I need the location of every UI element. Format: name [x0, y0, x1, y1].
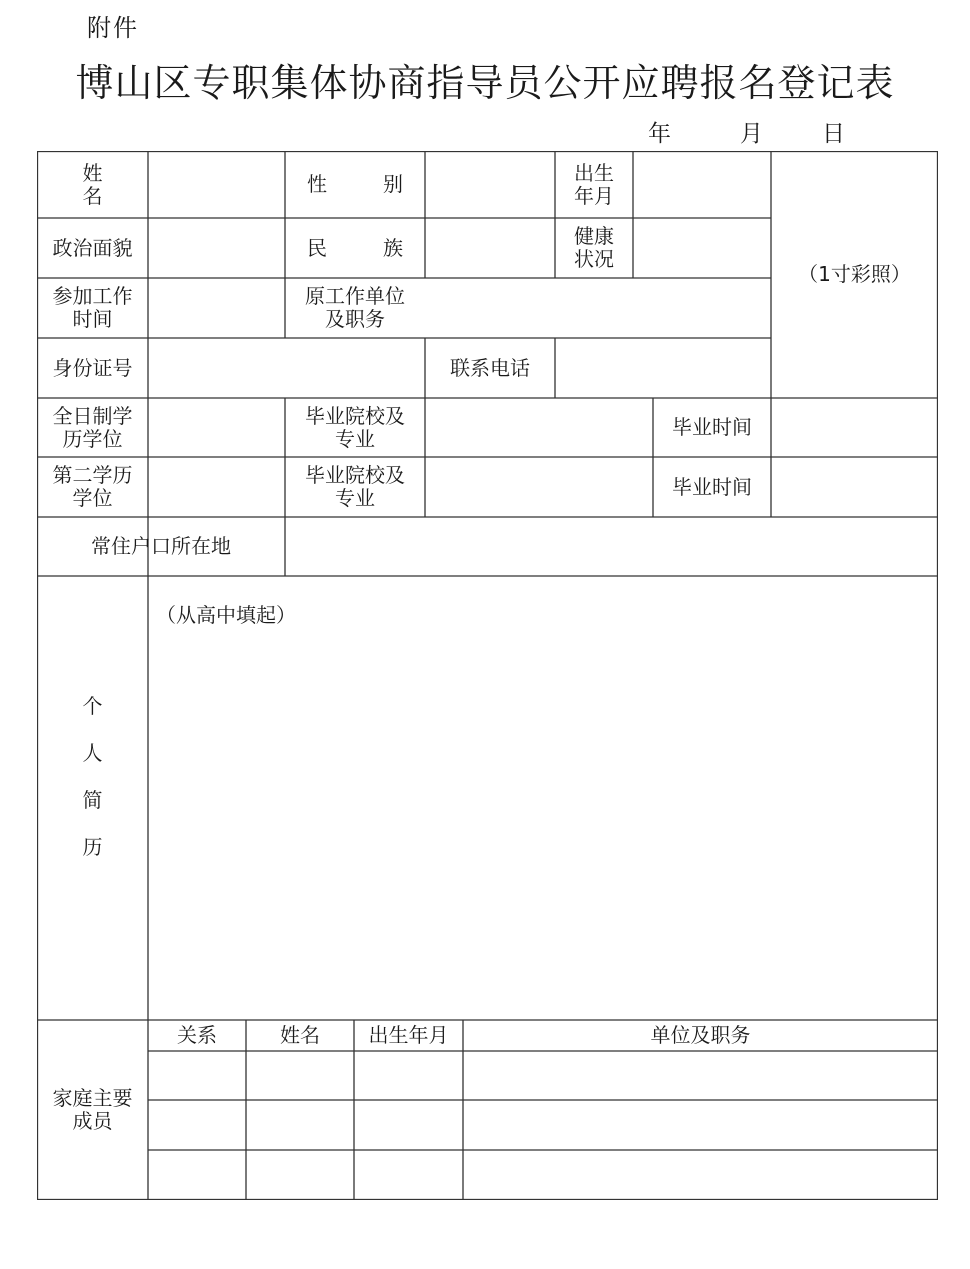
input-second-degree[interactable]: [148, 457, 285, 517]
input-former-unit[interactable]: [425, 278, 771, 338]
input-name[interactable]: [148, 151, 285, 218]
cell-member-birth[interactable]: [354, 1051, 463, 1100]
cell-relation[interactable]: [148, 1100, 246, 1150]
registration-table: [37, 151, 938, 1200]
label-gender: 性 别: [307, 172, 421, 196]
input-work-start[interactable]: [148, 278, 285, 338]
header-relation: 关系: [177, 1023, 217, 1047]
cell-member-unit[interactable]: [463, 1150, 938, 1200]
label-work-start: 参加工作 时间: [52, 284, 133, 331]
cell-member-name[interactable]: [246, 1051, 354, 1100]
form-title: 博山区专职集体协商指导员公开应聘报名登记表: [75, 61, 895, 105]
label-school-major-2: 毕业院校及 专业: [305, 463, 405, 510]
label-residence: 常住户口所在地: [91, 534, 231, 558]
label-name: 姓 名: [82, 160, 159, 208]
label-id-number: 身份证号: [52, 355, 133, 380]
input-phone[interactable]: [555, 338, 771, 398]
header-member-birth: 出生年月: [368, 1023, 449, 1047]
resume-char: 历: [82, 835, 103, 859]
input-ethnicity[interactable]: [425, 218, 555, 278]
label-health: 健康 状况: [574, 224, 614, 271]
label-phone: 联系电话: [450, 355, 530, 380]
cell-member-name[interactable]: [246, 1100, 354, 1150]
input-political-status[interactable]: [148, 218, 285, 278]
label-resume: [37, 683, 148, 871]
date-month-label: 月: [740, 121, 763, 147]
input-grad-time-2[interactable]: [771, 457, 938, 517]
resume-char: 个: [82, 694, 103, 718]
input-resume[interactable]: [148, 631, 938, 1020]
resume-char: 人: [82, 741, 103, 765]
label-birth: 出生 年月: [574, 160, 614, 208]
label-grad-time-1: 毕业时间: [672, 415, 752, 439]
label-second-degree: 第二学历 学位: [52, 463, 133, 510]
cell-member-birth[interactable]: [354, 1100, 463, 1150]
cell-relation[interactable]: [148, 1150, 246, 1200]
input-health[interactable]: [633, 218, 771, 278]
resume-note: （从高中填起）: [156, 603, 296, 627]
input-id-number[interactable]: [148, 338, 425, 398]
input-school-major-1[interactable]: [425, 398, 653, 457]
input-residence[interactable]: [285, 517, 938, 576]
label-former-unit: 原工作单位 及职务: [305, 284, 405, 331]
label-family: 家庭主要 成员: [52, 1086, 133, 1133]
date-year-label: 年: [648, 121, 671, 147]
cell-member-name[interactable]: [246, 1150, 354, 1200]
cell-member-birth[interactable]: [354, 1150, 463, 1200]
cell-member-unit[interactable]: [463, 1100, 938, 1150]
cell-member-unit[interactable]: [463, 1051, 938, 1100]
header-member-unit: 单位及职务: [650, 1023, 751, 1047]
label-school-major-1: 毕业院校及 专业: [305, 403, 405, 451]
label-political-status: 政治面貌: [52, 235, 133, 260]
date-day-label: 日: [822, 121, 845, 147]
label-grad-time-2: 毕业时间: [672, 474, 752, 499]
label-fulltime-degree: 全日制学 历学位: [52, 403, 133, 451]
cell-relation[interactable]: [148, 1051, 246, 1100]
attachment-label: 附件: [87, 14, 139, 42]
input-fulltime-degree[interactable]: [148, 398, 285, 457]
photo-placeholder: （1寸彩照）: [798, 262, 911, 286]
input-birth[interactable]: [633, 151, 771, 218]
label-ethnicity: 民 族: [307, 235, 421, 260]
input-gender[interactable]: [425, 151, 555, 218]
header-member-name: 姓名: [280, 1023, 320, 1047]
input-grad-time-1[interactable]: [771, 398, 938, 457]
resume-char: 简: [82, 788, 103, 812]
input-school-major-2[interactable]: [425, 457, 653, 517]
